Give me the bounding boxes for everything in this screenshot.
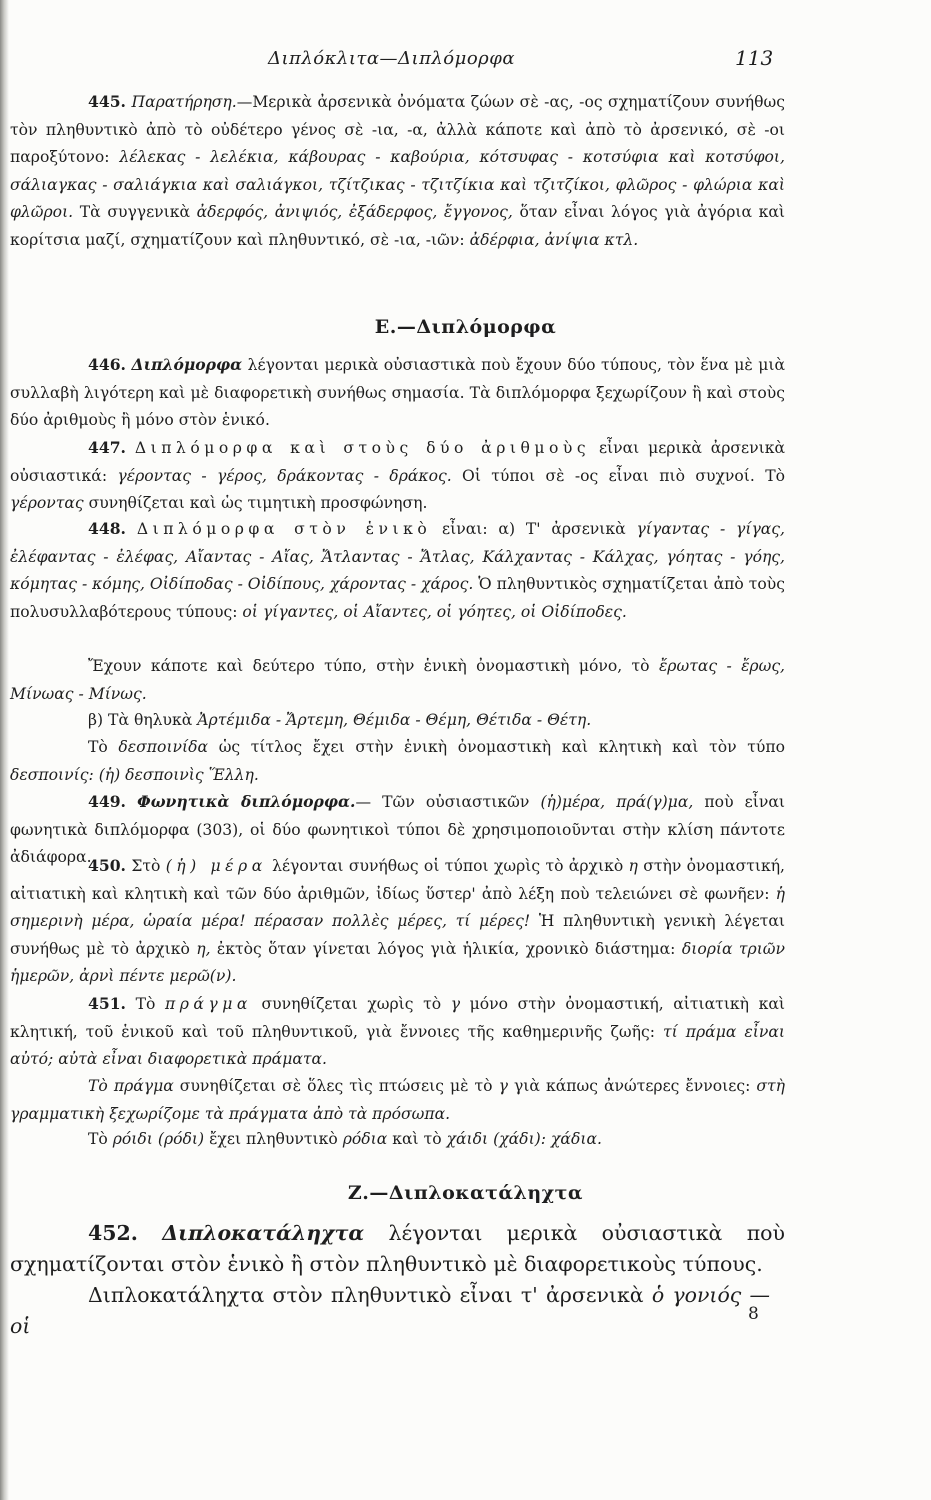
inline-letter: η, — [196, 939, 211, 958]
body-text: λέγονται μερικὰ οὐσιαστικὰ ποὺ σχηματίζονται στὸν ἑνικὸ ἢ στὸν πληθυντικὸ μὲ διαφορετικοὺς τύπους. — [10, 1221, 785, 1276]
paragraph-number: 445. — [88, 92, 126, 111]
paragraph-448 — [10, 515, 785, 626]
spaced-term: Διπλόμορφα στὸν ἑνικὸ — [136, 520, 432, 538]
example-words: δεσποινίς: (ἡ) δεσποινὶς Ἕλλη. — [10, 765, 259, 784]
body-text: — Τῶν οὐσιαστικῶν — [355, 793, 541, 811]
section-heading-z: Ζ.—Διπλοκατάληχτα — [347, 1182, 584, 1204]
paragraph-lead: Διπλόμορφα — [131, 355, 243, 374]
body-text: Διπλοκατάληχτα στὸν πληθυντικὸ εἶναι τ' ἀρσενικὰ — [88, 1283, 652, 1307]
body-text: β) Τὰ θηλυκὰ — [88, 711, 198, 729]
example-words: γέροντας - γέρος, δράκοντας - δράκος. — [117, 466, 452, 485]
body-text: ὡς τίτλος ἔχει στὴν ἑνικὴ ὀνομαστικὴ καὶ κλητικὴ καὶ τὸν τύπο — [208, 738, 785, 756]
body-text: Ἡ πληθυντικὴ γενικὴ λέγεται συνήθως μὲ τὸ ἀρχικὸ — [10, 912, 785, 958]
example-words: γέροντας — [10, 494, 84, 513]
body-text: ἔχει πληθυντικὸ — [204, 1130, 343, 1148]
body-text: —Μερικὰ ἀρσενικὰ ὀνόματα ζώων σὲ -ας, -ος σχηματίζουν συνήθως τὸν πληθυντικὸ ἀπὸ τὸ οὐδέτερο γένος σὲ -ια, -α, ἀλλὰ κάποτε καὶ ἀπὸ τὸ ἀρσενικό, σὲ -οι παροξύτονο: — [10, 93, 785, 167]
example-words: Τὸ πράγμα — [88, 1077, 174, 1095]
example-words: (ἡ)μέρα, πρά(γ)μα, — [540, 793, 694, 811]
example-words: δεσποινίδα — [118, 738, 209, 756]
paragraph-448-note — [10, 653, 785, 708]
paragraph-445 — [10, 88, 785, 255]
body-text: Τὸ — [125, 995, 165, 1013]
paragraph-number: 451. — [88, 994, 126, 1013]
body-text: Ἔχουν κάποτε καὶ δεύτερο τύπο, στὴν ἑνικὴ ὀνομαστικὴ μόνο, τὸ — [88, 657, 659, 675]
example-words: ἀδέρφια, ἀνίψια κτλ. — [469, 230, 639, 249]
body-text: Στὸ — [125, 857, 166, 875]
inline-letter: γ — [498, 1077, 508, 1095]
page-number: 113 — [735, 46, 774, 70]
paragraph-451 — [10, 990, 785, 1074]
body-text: Οἱ τύποι σὲ -ος εἶναι πιὸ συχνοί. Τὸ — [451, 466, 785, 485]
example-words: οἱ γίγαντες, οἱ Αἴαντες, οἱ γόητες, οἱ Οἰδίποδες. — [242, 602, 627, 621]
body-text: Τὸ — [88, 738, 119, 756]
paragraph-number: 452. — [88, 1221, 138, 1245]
running-title: Διπλόκλιτα—Διπλόμορφα — [268, 48, 516, 69]
paragraph-446 — [10, 351, 785, 435]
paragraph-447 — [10, 434, 785, 518]
body-text: συνηθίζεται καὶ ὡς τιμητικὴ προσφώνηση. — [83, 494, 428, 513]
body-text: εἶναι: α) Τ' ἀρσενικὰ — [431, 520, 637, 538]
example-words: ἀδερφός, ἀνιψιός, ἐξάδερφος, ἔγγονος, — [196, 203, 513, 222]
example-words: διορία τριῶν ἡμερῶν, ἀρνὶ πέντε μερῶ(ν). — [10, 939, 786, 986]
body-text: Τὸ — [88, 1130, 113, 1148]
body-text: ὅταν εἶναι λόγος γιὰ ἀγόρια καὶ κορίτσια μαζί, σχηματίζουν καὶ πληθυντικό, σὲ -ια, -ιῶν: — [10, 203, 786, 249]
body-text: συνηθίζεται χωρὶς τὸ — [251, 995, 451, 1013]
body-text: γιὰ κάπως ἀνώτερες ἔννοιες: — [507, 1077, 757, 1095]
paragraph-number: 449. — [88, 792, 126, 811]
inline-letter: η — [628, 857, 638, 875]
body-text: ἐκτὸς ὅταν γίνεται λόγος γιὰ ἡλικία, χρονικὸ διάστημα: — [210, 939, 682, 958]
page-header — [0, 44, 931, 74]
body-text: λέγονται συνήθως οἱ τύποι χωρὶς τὸ ἀρχικὸ — [266, 857, 629, 875]
inline-letter: γ — [450, 995, 461, 1013]
paragraph-451-b — [10, 1073, 785, 1128]
body-text: μόνο στὴν ὀνομαστική, αἰτιατικὴ καὶ κλητική, τοῦ ἑνικοῦ καὶ τοῦ πληθυντικοῦ, γιὰ ἔννοιες τῆς καθημερινῆς ζωῆς: — [10, 995, 786, 1041]
body-text: εἶναι μερικὰ ἀρσενικὰ οὐσιαστικά: — [10, 439, 785, 485]
paragraph-number: 448. — [88, 519, 126, 538]
example-words: χάιδι (χάδι): χάδια. — [446, 1130, 602, 1148]
paragraph-451-c — [10, 1126, 785, 1154]
section-heading-e: Ε.—Διπλόμορφα — [374, 316, 557, 338]
body-text: συνηθίζεται σὲ ὅλες τὶς πτώσεις μὲ τὸ — [173, 1077, 499, 1095]
paragraph-number: 447. — [88, 438, 126, 457]
example-words: γίγαντας - γίγας, ἐλέφαντας - ἐλέφας, Αἴαντας - Αἴας, Ἄτλαντας - Ἄτλας, Κάλχαντας - Κάλχας, γόητας - γόης, κόμητας - κόμης, Οἰδίποδας - Οἰδίπους, χάροντας - χάρος. — [10, 520, 785, 594]
paragraph-lead: Διπλοκατάληχτα — [162, 1221, 365, 1245]
example-words: ἔρωτας - ἔρως, Μίνωας - Μίνως. — [10, 657, 786, 703]
paragraph-452-b — [10, 1280, 770, 1342]
example-words: ρόδια — [342, 1130, 388, 1148]
paragraph-number: 446. — [88, 355, 126, 374]
paragraph-number: 450. — [88, 856, 126, 875]
paragraph-452 — [10, 1218, 785, 1280]
paragraph-448-b — [10, 707, 785, 735]
paragraph-448-title — [10, 734, 785, 789]
body-text: καὶ τὸ — [387, 1130, 447, 1148]
paragraph-lead: Παρατήρηση. — [131, 93, 237, 111]
signature-mark: 8 — [748, 1304, 759, 1324]
body-text: στὴν ὀνομαστική, αἰτιατικὴ καὶ κλητικὴ καὶ τῶν δύο ἀριθμῶν, ἰδίως ὕστερ' ἀπὸ λέξη ποὺ τελειώνει σὲ φωνῆεν: — [10, 857, 785, 903]
spaced-term: (ἡ) μέρα — [165, 857, 267, 875]
spaced-term: Διπλόμορφα καὶ στοὺς δύο ἀριθμοὺς — [134, 439, 591, 457]
example-words: λέλεκας - λελέκια, κάβουρας - καβούρια, κότσυφας - κοτσύφια καὶ κοτσύφοι, σάλιαγκας - σαλιάγκια καὶ σαλιάγκοι, τζίτζικας - τζιτζίκια καὶ τζιτζίκοι, φλῶρος - φλώρια καὶ φλῶροι. — [10, 148, 786, 222]
body-text: ποὺ εἶναι φωνητικὰ διπλόμορφα (303), οἱ δύο φωνητικοὶ τύποι δὲ χρησιμοποιοῦνται στὴν κλίση πάντοτε ἀδιάφορα. — [10, 793, 785, 867]
example-words: Ἀρτέμιδα - Ἄρτεμη, Θέμιδα - Θέμη, Θέτιδα - Θέτη. — [197, 711, 592, 729]
body-text: Τὰ συγγενικὰ — [73, 203, 197, 222]
spaced-term: πράγμα — [164, 995, 252, 1013]
paragraph-450 — [10, 852, 785, 991]
book-spine-shadow — [0, 0, 9, 1500]
body-text: λέγονται μερικὰ οὐσιαστικὰ ποὺ ἔχουν δύο τύπους, τὸν ἕνα μὲ μιὰ συλλαβὴ λιγότερη καὶ μὲ διαφορετικὴ συνήθως σημασία. Τὰ διπλόμορφα ξεχωρίζουν ἢ καὶ στοὺς δύο ἀριθμοὺς ἢ μόνο στὸν ἑνικό. — [10, 356, 785, 430]
example-words: τί πράμα εἶναι αὐτό; αὐτὰ εἶναι διαφορετικὰ πράματα. — [10, 1022, 785, 1069]
example-words: στὴ γραμματικὴ ξεχωρίζομε τὰ πράγματα ἀπὸ τὰ πρόσωπα. — [10, 1077, 785, 1123]
example-words: ἡ σημερινὴ μέρα, ὡραία μέρα! πέρασαν πολλὲς μέρες, τί μέρες! — [10, 884, 785, 931]
example-words: ρόιδι (ρόδι) — [112, 1130, 205, 1148]
paragraph-lead: Φωνητικὰ διπλόμορφα. — [137, 792, 356, 811]
example-words: ὁ γονιός — οἱ — [10, 1283, 770, 1338]
body-text: Ὁ πληθυντικὸς σχηματίζεται ἀπὸ τοὺς πολυσυλλαβότερους τύπους: — [10, 575, 785, 621]
